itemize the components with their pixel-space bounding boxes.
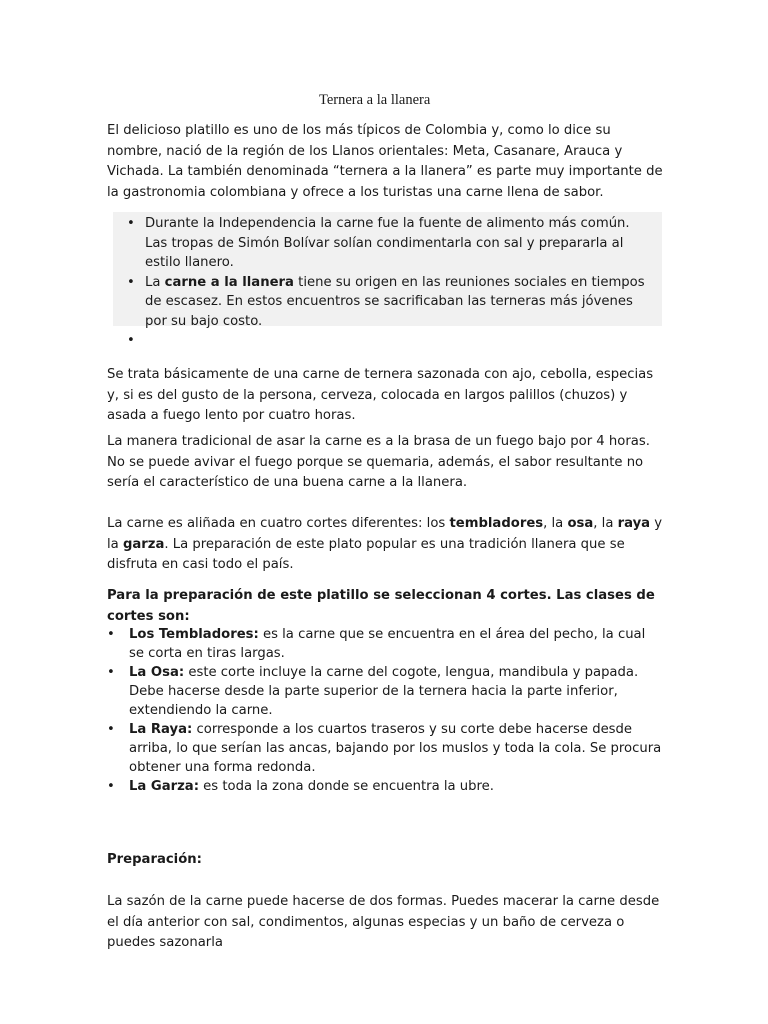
cut-description: es toda la zona donde se encuentra la ubre.	[198, 779, 494, 794]
preparation-heading	[107, 850, 663, 871]
list-item	[107, 214, 656, 273]
list-item	[107, 663, 663, 720]
history-list	[107, 214, 656, 352]
cuts-heading	[107, 586, 663, 627]
list-item-empty	[107, 331, 656, 352]
bullet-icon: •	[127, 333, 135, 348]
cut-name: Los Tembladores:	[129, 627, 259, 642]
list-item	[107, 273, 656, 332]
cut-description: corresponde a los cuartos traseros y su corte debe hacerse desde arriba, lo que serían las ancas, bajando por los muslos y toda la cola. Se procura obtener una forma redonda.	[129, 722, 662, 775]
bold-term: carne a la llanera	[164, 274, 294, 290]
bullet-icon: •	[107, 627, 115, 642]
cut-name: La Raya:	[129, 722, 193, 737]
bold-term: tembladores	[449, 516, 544, 531]
cut-description: este corte incluye la carne del cogote, lengua, mandibula y papada. Debe hacerse desde la parte superior de la ternera hacia la parte inferior, extendiendo la carne.	[129, 665, 639, 718]
cut-name: La Garza:	[129, 779, 199, 794]
bullet-icon: •	[127, 216, 135, 231]
preparation-paragraph: La sazón de la carne puede hacerse de dos formas. Puedes macerar la carne desde el día anterior con sal, condimentos, algunas especias y un baño de cerveza o puedes sazonarla	[107, 894, 660, 950]
text-run: La carne es aliñada en cuatro cortes diferentes: los	[107, 516, 450, 531]
cuts-list	[107, 625, 663, 796]
preparation-heading-text: Preparación:	[107, 852, 202, 867]
list-item-text	[145, 275, 645, 329]
bold-term: garza	[122, 536, 165, 552]
list-item	[107, 720, 663, 777]
bullet-icon: •	[107, 665, 115, 680]
list-item-text: Durante la Independencia la carne fue la fuente de alimento más común. Las tropas de Simón Bolívar solían condimentarla con sal y prepararla al estilo llanero.	[145, 216, 630, 270]
seasoning-paragraph: Se trata básicamente de una carne de ternera sazonada con ajo, cebolla, especias y, si es del gusto de la persona, cerveza, colocada en largos palillos (chuzos) y asada a fuego lento por cuatro horas.	[107, 367, 654, 423]
bullet-icon: •	[107, 779, 115, 794]
text-run: , la	[593, 516, 618, 531]
cut-description: es la carne que se encuentra en el área del pecho, la cual se corta en tiras largas.	[129, 627, 646, 661]
bold-term: raya	[617, 516, 651, 531]
text-run: tiene su origen en las reuniones sociales en tiempos de escasez. En estos encuentros se sacrificaban las terneras más jóvenes por su bajo costo.	[145, 274, 645, 329]
text-run: . La preparación de este plato popular es una tradición llanera que se disfruta en casi todo el país.	[107, 536, 625, 572]
intro-paragraph: El delicioso platillo es uno de los más típicos de Colombia y, como lo dice su nombre, nació de la región de los Llanos orientales: Meta, Casanare, Arauca y Vichada. La también denominada “ternera a la llanera” es parte muy importante de la gastronomia colombiana y ofrece a los turistas una carne llena de sabor.	[107, 123, 663, 200]
text-run: , la	[543, 516, 568, 531]
document-title: Ternera a la llanera	[319, 92, 431, 108]
bullet-icon: •	[107, 722, 115, 737]
text-run: La	[145, 274, 165, 290]
cut-name: La Osa:	[129, 665, 185, 680]
list-item	[107, 777, 663, 796]
roasting-paragraph: La manera tradicional de asar la carne es a la brasa de un fuego bajo por 4 horas. No se puede avivar el fuego porque se quemaria, además, el sabor resultante no sería el característico de una buena carne a la llanera.	[107, 434, 650, 490]
text-run: y la	[107, 516, 663, 552]
cuts-heading-text: Para la preparación de este platillo se seleccionan 4 cortes. Las clases de cortes son:	[107, 588, 655, 624]
bullet-icon: •	[127, 274, 135, 290]
cuts-paragraph	[107, 514, 663, 576]
bold-term: osa	[567, 516, 594, 531]
list-item	[107, 625, 663, 663]
